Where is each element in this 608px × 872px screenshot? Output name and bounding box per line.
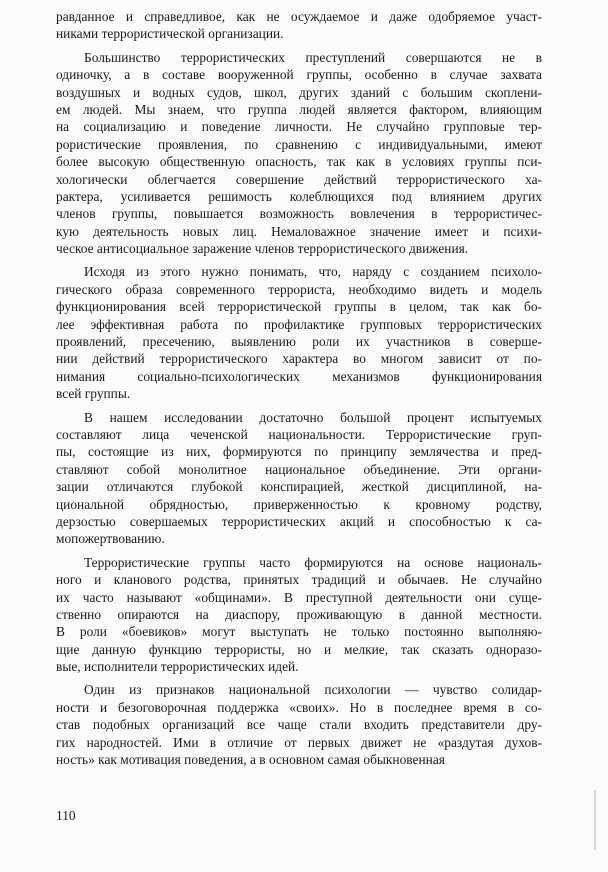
text-line: одиночку, а в составе вооруженной группы, особенно в случае захвата <box>56 67 542 83</box>
text-line: став подобных организаций все чаще стали входить представители дру- <box>56 717 542 733</box>
text-line: В нашем исследовании достаточно большой процент испытуемых <box>84 409 542 425</box>
text-line: всей группы. <box>56 386 131 402</box>
text-line: ного и кланового родства, принятых традиций и обычаев. Не случайно <box>56 572 542 588</box>
paragraph <box>56 49 542 258</box>
text-line: кую деятельность новых лиц. Немаловажное значение имеет и психи- <box>56 223 542 239</box>
text-line: равданное и справедливое, как не осуждаемое и даже одобряемое участ- <box>56 9 542 24</box>
text-line: Террористические группы часто формируются на основе националь- <box>84 554 542 570</box>
text-line: пы, состоящие из них, формируются по принципу землячества и пред- <box>56 444 542 460</box>
text-line: ставляют собой монолитное национальное объединение. Эти органи- <box>56 461 542 477</box>
text-line: ем людей. Мы знаем, что группа людей является фактором, влияющим <box>56 101 542 117</box>
text-line: членов группы, повышается возможность вовлечения в террористичес- <box>56 206 542 222</box>
text-line: дерзостью совершаемых террористических акций и способностью к са- <box>56 513 542 529</box>
text-line: проявлений, пресечению, выявлению роли их участников в соверше- <box>56 334 542 350</box>
text-line: составляют лица чеченской национальности. Террористические груп- <box>56 426 542 442</box>
text-line: ность» как мотивация поведения, а в основном самая обыкновенная <box>56 752 445 768</box>
text-line: В роли «боевиков» могут выступать не только постоянно выполняю- <box>56 624 542 640</box>
text-line: на социализацию и поведение личности. Не случайно групповые тер- <box>56 119 542 135</box>
paragraph <box>56 681 542 768</box>
text-line: воздушных и водных судов, школ, других зданий с большим скоплени- <box>56 84 542 100</box>
paragraph <box>56 554 542 676</box>
text-line: гического образа современного террориста, необходимо видеть и модель <box>56 281 542 297</box>
text-line: рактера, усиливается решимость колеблющихся под влиянием других <box>56 188 542 204</box>
text-line: ности и безоговорочная поддержка «своих». Но в последнее время в со- <box>56 699 542 715</box>
text-line: Один из признаков национальной психологии — чувство солидар- <box>84 682 542 698</box>
paragraph <box>56 409 542 548</box>
text-line: никами террористической организации. <box>56 26 284 42</box>
text-line: зации отличаются глубокой конспирацией, жесткой дисциплиной, на- <box>56 479 542 495</box>
text-line: лее эффективная работа по профилактике групповых террористических <box>56 316 542 332</box>
text-line: нии действий террористического характера во многом зависит от по- <box>56 351 542 367</box>
text-line: циональной обрядностью, приверженностью к кровному родству, <box>56 496 542 512</box>
body-text <box>56 8 542 774</box>
page-number: 110 <box>56 808 76 823</box>
text-line: хологически облегчается совершение действий террористического ха- <box>56 171 542 187</box>
text-line: Большинство террористических преступлений совершаются не в <box>84 49 542 65</box>
text-line: функционирования всей террористической группы в целом, так как бо- <box>56 299 542 315</box>
text-line: щие данную функцию террористы, но и мелкие, так сказать одноразо- <box>56 641 542 657</box>
text-line: более высокую общественную опасность, так как в условиях группы пси- <box>56 154 542 170</box>
text-line: нимания социально-психологических механизмов функционирования <box>56 368 542 384</box>
paragraph <box>56 263 542 402</box>
text-line: Исходя из этого нужно понимать, что, наряду с созданием психоло- <box>84 264 542 280</box>
text-line: их часто называют «общинами». В преступной деятельности они суще- <box>56 589 542 605</box>
text-line: вые, исполнители террористических идей. <box>56 659 299 675</box>
text-line: ческое антисоциальное заражение членов террористического движения. <box>56 241 469 257</box>
text-line: ственно опираются на диаспору, проживающую в данной местности. <box>56 606 542 622</box>
text-line: рористические проявления, по сравнению с индивидуальными, имеют <box>56 136 542 152</box>
text-line: мопожертвованию. <box>56 531 165 547</box>
paragraph <box>56 8 542 43</box>
text-line: гих народностей. Ими в отличие от первых движет не «раздутая духов- <box>56 734 542 750</box>
scan-margin-shadow <box>594 790 596 850</box>
